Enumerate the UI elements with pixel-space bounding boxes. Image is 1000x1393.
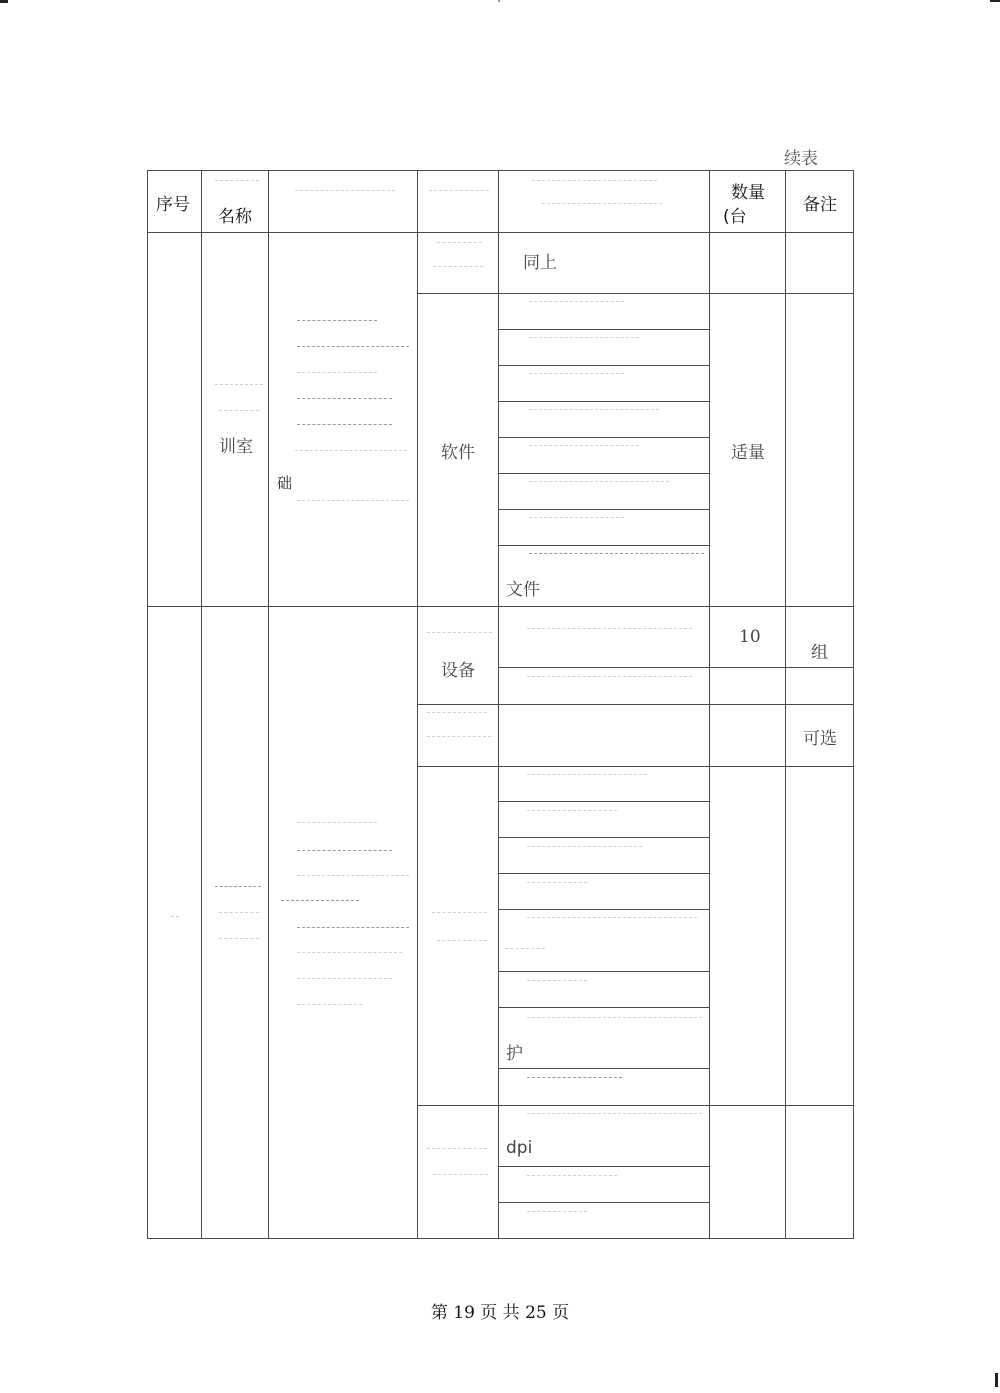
section2-remark-optional: 可选 (803, 729, 837, 749)
row-divider (417, 1105, 854, 1106)
header-name: 名称 (218, 207, 252, 227)
section2-item-fragment: 护 (506, 1044, 523, 1064)
illegible-text (297, 372, 377, 373)
row-divider (498, 837, 709, 838)
row-divider (498, 473, 709, 474)
page-number: 第 19 页 共 25 页 (430, 1303, 570, 1323)
illegible-text (529, 409, 659, 410)
row-divider (498, 329, 709, 330)
illegible-text (527, 676, 692, 677)
illegible-text (297, 500, 409, 501)
illegible-text (297, 978, 392, 979)
section-divider (147, 606, 854, 607)
illegible-text (527, 1211, 587, 1212)
row-divider (498, 1202, 709, 1203)
illegible-text (171, 916, 179, 917)
table-border (147, 170, 148, 1239)
section2-qty-10: 10 (739, 627, 761, 647)
illegible-text (297, 346, 409, 347)
illegible-text (297, 320, 377, 321)
illegible-text (215, 886, 261, 887)
column-divider (268, 170, 269, 1239)
row-divider (147, 232, 854, 233)
continuation-label: 续表 (784, 149, 818, 169)
illegible-text (437, 242, 482, 243)
illegible-text (527, 1017, 702, 1018)
row-divider (498, 401, 709, 402)
row-divider (498, 545, 709, 546)
illegible-text (427, 736, 491, 737)
illegible-text (297, 1004, 362, 1005)
illegible-text (429, 190, 489, 191)
row-divider (417, 704, 854, 705)
illegible-text (529, 373, 624, 374)
illegible-text (529, 301, 624, 302)
illegible-text (427, 632, 492, 633)
illegible-text (215, 180, 259, 181)
illegible-text (505, 948, 545, 949)
row-divider (498, 873, 709, 874)
illegible-text (527, 1175, 617, 1176)
illegible-text (529, 553, 704, 554)
illegible-text (527, 917, 697, 918)
illegible-text (219, 938, 259, 939)
row-divider (498, 667, 854, 668)
row-divider (498, 801, 709, 802)
header-qty-unit: (台 (723, 207, 747, 227)
section1-basis-fragment: 础 (277, 474, 293, 492)
illegible-text (527, 980, 587, 981)
header-qty: 数量 (731, 183, 765, 203)
illegible-text (433, 1174, 488, 1175)
illegible-text (281, 900, 359, 901)
illegible-text (527, 628, 692, 629)
illegible-text (527, 774, 647, 775)
illegible-text (529, 481, 669, 482)
illegible-text (219, 410, 259, 411)
illegible-text (437, 940, 487, 941)
section1-name: 训室 (219, 437, 253, 457)
row-divider (498, 509, 709, 510)
illegible-text (297, 952, 402, 953)
table-border (147, 1238, 854, 1239)
illegible-text (529, 517, 624, 518)
illegible-text (432, 912, 487, 913)
illegible-text (527, 882, 587, 883)
illegible-text (527, 1113, 702, 1114)
section2-remark-group: 组 (811, 643, 828, 663)
illegible-text (529, 445, 639, 446)
row-divider (498, 1007, 709, 1008)
section1-item-same: 同上 (523, 253, 557, 273)
header-remark: 备注 (803, 195, 837, 215)
section1-item-file: 文件 (506, 580, 540, 600)
illegible-text (297, 875, 409, 876)
row-divider (498, 1166, 709, 1167)
table-border (147, 170, 854, 171)
section2-item-dpi: dpi (506, 1138, 533, 1158)
illegible-text (295, 190, 395, 191)
illegible-text (297, 927, 409, 928)
illegible-text (529, 337, 639, 338)
row-divider (417, 766, 854, 767)
illegible-text (527, 810, 617, 811)
scan-corner-mark (990, 0, 1000, 2)
scan-corner-mark (995, 1373, 998, 1387)
illegible-text (527, 1077, 622, 1078)
scan-corner-mark (0, 0, 8, 3)
section1-category-software: 软件 (441, 443, 475, 463)
row-divider (498, 365, 709, 366)
illegible-text (297, 850, 392, 851)
header-seq: 序号 (156, 195, 190, 215)
illegible-text (297, 424, 392, 425)
section1-qty-appropriate: 适量 (731, 443, 765, 463)
illegible-text (215, 384, 263, 385)
row-divider (498, 1068, 709, 1069)
illegible-text (297, 822, 377, 823)
section2-category-device: 设备 (441, 661, 475, 681)
illegible-text (532, 180, 657, 181)
row-divider (498, 909, 709, 910)
illegible-text (297, 398, 392, 399)
illegible-text (527, 846, 642, 847)
scan-corner-mark (498, 0, 500, 2)
equipment-table (147, 170, 854, 1239)
column-divider (201, 170, 202, 1239)
row-divider (417, 293, 854, 294)
illegible-text (219, 912, 259, 913)
row-divider (498, 971, 709, 972)
illegible-text (542, 203, 662, 204)
illegible-text (295, 450, 407, 451)
row-divider (498, 437, 709, 438)
illegible-text (427, 1148, 487, 1149)
illegible-text (427, 712, 487, 713)
illegible-text (433, 266, 483, 267)
